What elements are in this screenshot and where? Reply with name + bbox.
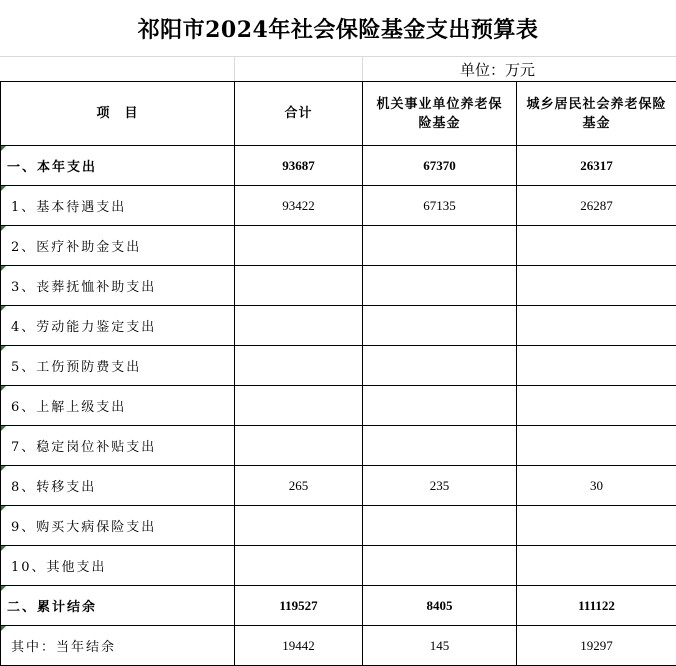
- table-row: [1, 586, 676, 626]
- cell-marker-icon: [1, 386, 6, 391]
- cell-fund2: [517, 266, 676, 306]
- header-total: 合计: [235, 82, 363, 146]
- cell-marker-icon: [1, 626, 6, 631]
- cell-fund1: [363, 546, 517, 586]
- cell-total: [235, 386, 363, 426]
- cell-marker-icon: [1, 186, 6, 191]
- table-row: [1, 266, 676, 306]
- cell-fund2: [517, 306, 676, 346]
- cell-fund1: [363, 506, 517, 546]
- unit-label: 单位：万元: [460, 61, 536, 79]
- cell-fund1: 67370: [363, 146, 517, 186]
- table-row: [1, 466, 676, 506]
- cell-fund2: [517, 346, 676, 386]
- row-label: 5、工伤预防费支出: [1, 346, 235, 386]
- cell-fund2: 26317: [517, 146, 676, 186]
- cell-fund1: [363, 306, 517, 346]
- row-label: 4、劳动能力鉴定支出: [1, 306, 235, 346]
- cell-fund2: [517, 386, 676, 426]
- header-row: [1, 82, 676, 146]
- cell-marker-icon: [1, 586, 6, 591]
- budget-table: [0, 81, 676, 666]
- cell-marker-icon: [1, 466, 6, 471]
- row-label: 其中：当年结余: [1, 626, 235, 666]
- table-row: [1, 346, 676, 386]
- cell-fund2: [517, 506, 676, 546]
- cell-total: 93687: [235, 146, 363, 186]
- cell-fund2: 111122: [517, 586, 676, 626]
- cell-marker-icon: [1, 426, 6, 431]
- cell-fund1: 235: [363, 466, 517, 506]
- table-row: [1, 546, 676, 586]
- header-fund2: 城乡居民社会养老保险基金: [517, 82, 676, 146]
- cell-total: 93422: [235, 186, 363, 226]
- row-label: 6、上解上级支出: [1, 386, 235, 426]
- cell-fund2: 30: [517, 466, 676, 506]
- cell-fund1: 8405: [363, 586, 517, 626]
- cell-fund2: [517, 226, 676, 266]
- cell-marker-icon: [1, 266, 6, 271]
- table-row: [1, 626, 676, 666]
- cell-total: [235, 506, 363, 546]
- cell-total: [235, 306, 363, 346]
- row-label: 3、丧葬抚恤补助支出: [1, 266, 235, 306]
- cell-total: [235, 266, 363, 306]
- cell-total: 19442: [235, 626, 363, 666]
- cell-marker-icon: [1, 546, 6, 551]
- cell-fund2: 19297: [517, 626, 676, 666]
- cell-fund1: [363, 426, 517, 466]
- cell-fund2: 26287: [517, 186, 676, 226]
- row-label: 二、累计结余: [1, 586, 235, 626]
- row-label: 1、基本待遇支出: [1, 186, 235, 226]
- cell-fund1: [363, 226, 517, 266]
- cell-total: [235, 226, 363, 266]
- cell-fund1: 67135: [363, 186, 517, 226]
- header-fund1: 机关事业单位养老保险基金: [363, 82, 517, 146]
- header-item: 项 目: [1, 82, 235, 146]
- cell-marker-icon: [1, 506, 6, 511]
- cell-fund2: [517, 546, 676, 586]
- table-row: [1, 506, 676, 546]
- table-row: [1, 226, 676, 266]
- table-row: [1, 146, 676, 186]
- table-row: [1, 186, 676, 226]
- grid-line: [234, 57, 235, 82]
- blank-spreadsheet-row: [0, 56, 676, 82]
- cell-marker-icon: [1, 346, 6, 351]
- cell-total: 119527: [235, 586, 363, 626]
- cell-marker-icon: [1, 146, 6, 151]
- row-label: 10、其他支出: [1, 546, 235, 586]
- cell-fund1: 145: [363, 626, 517, 666]
- row-label: 8、转移支出: [1, 466, 235, 506]
- page-title: 祁阳市2024年社会保险基金支出预算表: [137, 16, 539, 43]
- cell-marker-icon: [1, 306, 6, 311]
- cell-total: [235, 546, 363, 586]
- table-row: [1, 386, 676, 426]
- cell-fund2: [517, 426, 676, 466]
- row-label: 2、医疗补助金支出: [1, 226, 235, 266]
- row-label: 7、稳定岗位补贴支出: [1, 426, 235, 466]
- row-label: 一、本年支出: [1, 146, 235, 186]
- table-row: [1, 306, 676, 346]
- table-row: [1, 426, 676, 466]
- cell-marker-icon: [1, 226, 6, 231]
- cell-fund1: [363, 346, 517, 386]
- cell-fund1: [363, 386, 517, 426]
- cell-total: [235, 346, 363, 386]
- cell-total: 265: [235, 466, 363, 506]
- cell-fund1: [363, 266, 517, 306]
- row-label: 9、购买大病保险支出: [1, 506, 235, 546]
- grid-line: [362, 57, 363, 82]
- cell-total: [235, 426, 363, 466]
